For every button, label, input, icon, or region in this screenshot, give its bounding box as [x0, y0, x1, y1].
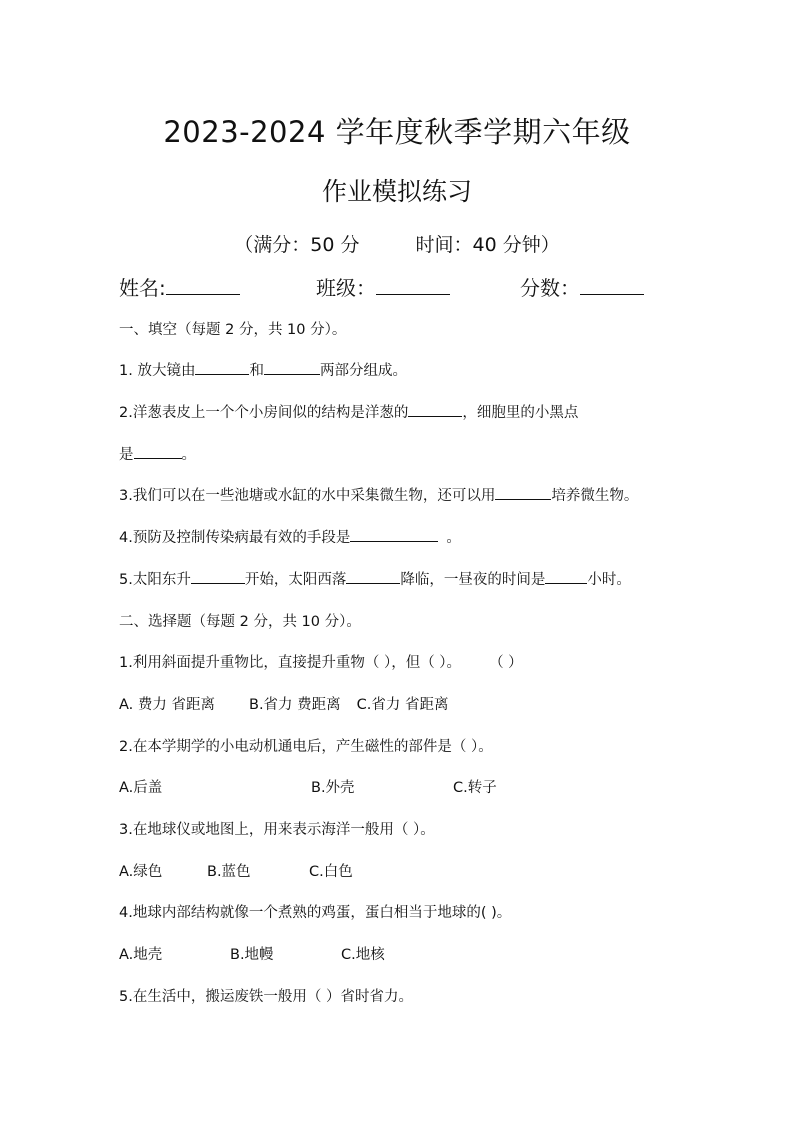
fill-question-1	[119, 359, 699, 380]
q5-text-a: 5.太阳东升	[119, 572, 191, 588]
name-field[interactable]	[119, 272, 240, 301]
choice-question-4: 4.地球内部结构就像一个煮熟的鸡蛋，蛋白相当于地球的( )。	[119, 905, 512, 921]
q5-blank-1[interactable]	[191, 569, 245, 584]
choice-q4-option-c[interactable]: C.地核	[341, 947, 385, 963]
choice-q2-option-b[interactable]: B.外壳	[311, 780, 355, 796]
score-blank[interactable]	[580, 276, 644, 295]
q2-text-a: 2.洋葱表皮上一个个小房间似的结构是洋葱的	[119, 405, 409, 421]
q4-text-a: 4.预防及控制传染病最有效的手段是	[119, 530, 351, 546]
choice-q3-option-b[interactable]: B.蓝色	[207, 864, 251, 880]
q2-blank-1[interactable]	[408, 402, 462, 417]
section2-heading: 二、选择题（每题 2 分，共 10 分）。	[119, 614, 361, 630]
exam-meta	[0, 230, 794, 257]
class-field[interactable]	[316, 272, 450, 301]
q3-text-b: 培养微生物。	[551, 488, 639, 504]
page-title: 2023-2024 学年度秋季学期六年级	[163, 115, 631, 149]
fill-question-4	[119, 526, 699, 547]
choice-q4-option-a[interactable]: A.地壳	[119, 947, 163, 963]
score-label: 分数：	[520, 276, 580, 300]
q3-text-a: 3.我们可以在一些池塘或水缸的水中采集微生物，还可以用	[119, 488, 496, 504]
q1-text-c: 两部分组成。	[319, 363, 407, 379]
class-blank[interactable]	[376, 276, 450, 295]
fill-question-5	[119, 568, 699, 589]
q5-blank-2[interactable]	[346, 569, 400, 584]
class-label: 班级：	[316, 276, 376, 300]
q2-blank-2[interactable]	[134, 444, 182, 459]
q1-text-b: 和	[249, 363, 264, 379]
fill-question-2-cont	[119, 443, 699, 464]
choice-question-1	[119, 651, 699, 672]
q1-blank-2[interactable]	[264, 360, 320, 375]
q1-blank-1[interactable]	[195, 360, 249, 375]
page-subtitle: 作业模拟练习	[321, 177, 472, 206]
choice-question-1-options	[119, 693, 699, 714]
choice-q1-option-a[interactable]: A. 费力 省距离	[119, 697, 215, 713]
section1-heading: 一、填空（每题 2 分，共 10 分）。	[119, 322, 347, 338]
fill-question-3	[119, 484, 699, 505]
q5-text-d: 小时。	[587, 572, 631, 588]
q4-blank-1[interactable]	[350, 527, 438, 542]
q4-text-b: 。	[446, 530, 461, 546]
choice-q1-answer-box[interactable]: （ ）	[489, 655, 523, 671]
choice-question-2: 2.在本学期学的小电动机通电后，产生磁性的部件是（ ）。	[119, 739, 493, 755]
q2-text-d: 。	[181, 447, 196, 463]
choice-q3-option-a[interactable]: A.绿色	[119, 864, 163, 880]
choice-q1-option-c[interactable]: C.省力 省距离	[356, 697, 449, 713]
choice-q1-text: 1.利用斜面提升重物比，直接提升重物（ ），但（ ）。	[119, 655, 462, 671]
name-label: 姓名:	[119, 276, 166, 300]
choice-q3-option-c[interactable]: C.白色	[309, 864, 353, 880]
choice-question-3: 3.在地球仪或地图上，用来表示海洋一般用（ ）。	[119, 822, 435, 838]
q2-text-c: 是	[119, 447, 134, 463]
q5-text-b: 开始，太阳西落	[244, 572, 347, 588]
time-limit-label: 时间：40 分钟）	[415, 234, 560, 256]
q5-text-c: 降临，一昼夜的时间是	[400, 572, 546, 588]
choice-q4-option-b[interactable]: B.地幔	[230, 947, 274, 963]
q3-blank-1[interactable]	[495, 485, 551, 500]
score-field[interactable]	[520, 272, 644, 301]
full-score-label: （满分：50 分	[234, 234, 360, 256]
q2-text-b: ，细胞里的小黑点	[462, 405, 579, 421]
name-blank[interactable]	[166, 276, 240, 295]
q1-text-a: 1. 放大镜由	[119, 363, 196, 379]
choice-q2-option-c[interactable]: C.转子	[453, 780, 497, 796]
fill-question-2	[119, 401, 699, 422]
choice-question-5: 5.在生活中，搬运废铁一般用（ ）省时省力。	[119, 989, 413, 1005]
choice-q1-option-b[interactable]: B.省力 费距离	[249, 697, 341, 713]
choice-q2-option-a[interactable]: A.后盖	[119, 780, 163, 796]
q5-blank-3[interactable]	[545, 569, 587, 584]
